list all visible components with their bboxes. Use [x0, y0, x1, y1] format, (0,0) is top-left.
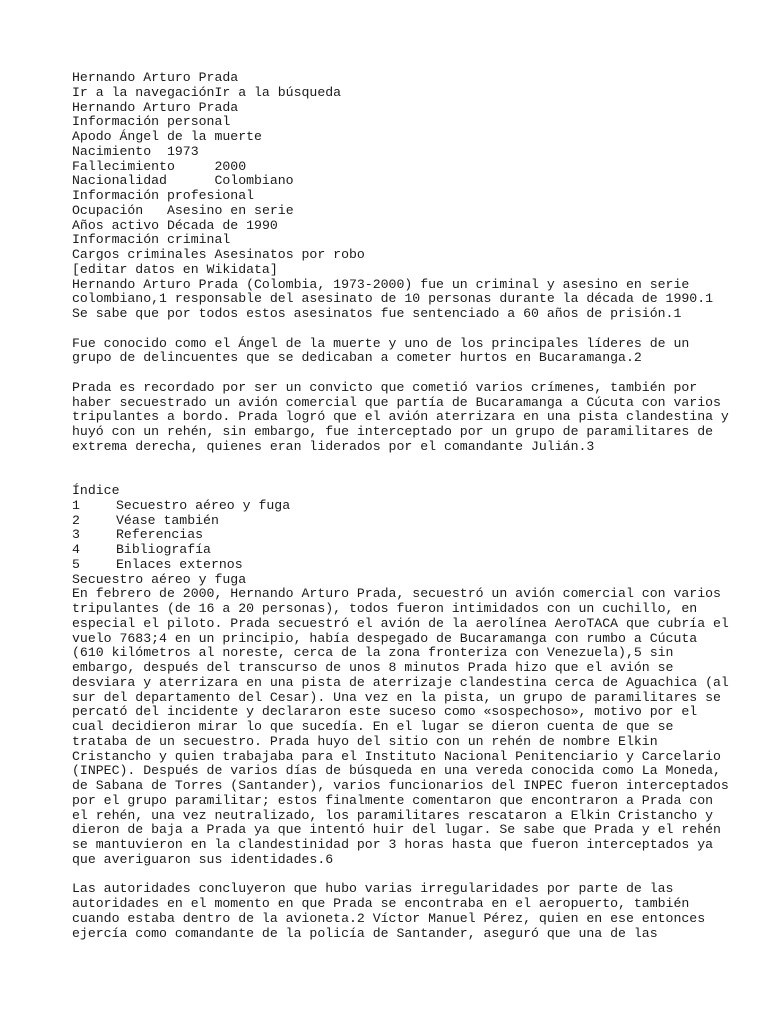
text-line: Se sabe que por todos estos asesinatos fue sentenciado a 60 años de prisión.1 [72, 306, 682, 321]
text-line: huyó con un rehén, sin embargo, fue interceptado por un grupo de paramilitares de [72, 424, 714, 439]
text-line: cuando estaba dentro de la avioneta.2 Víctor Manuel Pérez, quien en ese entonces [72, 910, 706, 926]
text-line: embargo, después del transcurso de unos 8 minutos Prada hizo que el avión se [72, 660, 674, 675]
article-title: Hernando Arturo Prada [72, 70, 239, 85]
text-line: En febrero de 2000, Hernando Arturo Prada, secuestró un avión comercial con varios [72, 586, 721, 602]
paragraph-authorities [72, 882, 712, 941]
cargos-value: Asesinatos por robo [214, 247, 365, 262]
text-line: autoridades en el momento en que Prada se encontraba en el aeropuerto, también [72, 896, 690, 911]
text-line: cual decidieron mirar lo que sucedía. En el lugar se dieron cuenta de que se [72, 719, 674, 734]
section-1-paragraph [72, 586, 729, 867]
text-line: de Sabana de Torres (Santander), varios funcionarios del INPEC fueron interceptados [72, 778, 729, 793]
toc-item-label[interactable]: Enlaces externos [116, 556, 243, 572]
nacimiento-value: 1973 [166, 143, 199, 159]
toc-item[interactable] [72, 543, 712, 558]
infobox-row-anos-activo [72, 219, 712, 234]
text-line: extrema derecha, quienes eran liderados por el comandante Julián.3 [72, 438, 595, 454]
toc-title: Índice [72, 483, 120, 498]
toc-item-number: 3 [72, 527, 80, 543]
infobox-name: Hernando Arturo Prada [72, 99, 239, 115]
apodo-value: Ángel de la muerte [119, 129, 262, 144]
fallecimiento-value: 2000 [214, 158, 247, 174]
text-line: Fue conocido como el Ángel de la muerte y uno de los principales líderes de un [72, 335, 690, 351]
toc-item-number: 4 [72, 542, 80, 557]
toc-item-label[interactable]: Secuestro aéreo y fuga [116, 497, 291, 513]
text-line: vuelo 7683;4 en un principio, había despegado de Bucaramanga con rumbo a Cúcuta [72, 630, 698, 646]
section-heading: Secuestro aéreo y fuga [72, 571, 247, 587]
nacimiento-label: Nacimiento [72, 143, 152, 159]
fallecimiento-label: Fallecimiento [72, 158, 175, 174]
anos-value: Década de 1990 [166, 217, 278, 233]
intro-paragraph [72, 278, 712, 322]
text-line: por el grupo paramilitar; estos finalmente comentaron que encontraron a Prada con [72, 792, 714, 808]
toc-item[interactable] [72, 499, 712, 514]
text-line: sur del departamento del Cesar). Una vez en la pista, un grupo de paramilitares se [72, 689, 721, 705]
infobox-section-criminal: Información criminal [72, 232, 231, 248]
infobox-row-cargos [72, 248, 712, 263]
text-line: Hernando Arturo Prada (Colombia, 1973-2000) fue un criminal y asesino en serie [72, 276, 690, 292]
text-line: (INPEC). Después de varios días de búsqueda en una vereda conocida como La Moneda, [72, 763, 721, 779]
nav-skip-links[interactable]: Ir a la navegaciónIr a la búsqueda [72, 84, 342, 100]
infobox-section-personal: Información personal [72, 114, 231, 130]
toc-item-label[interactable]: Referencias [116, 527, 204, 543]
text-line: ejercía como comandante de la policía de Santander, aseguró que una de las [72, 925, 658, 941]
text-line: trataba de un secuestro. Prada huyo del sitio con un rehén de nombre Elkin [72, 733, 658, 749]
infobox-row-fallecimiento [72, 160, 712, 175]
toc-item-label[interactable]: Bibliografía [116, 542, 211, 557]
text-line: (610 kilómetros al noreste, cerca de la zona fronteriza con Venezuela),5 sin [72, 645, 674, 661]
edit-wikidata-link[interactable]: [editar datos en Wikidata] [72, 261, 278, 277]
toc-item-number: 5 [72, 556, 80, 572]
table-of-contents [72, 484, 712, 573]
text-line: especial el piloto. Prada secuestró el avión de la aerolínea AeroTACA que cubría el [72, 615, 729, 631]
toc-item[interactable] [72, 558, 712, 573]
toc-item[interactable] [72, 528, 712, 543]
ocupacion-label: Ocupación [72, 202, 144, 218]
infobox [72, 101, 712, 278]
text-line: el rehén, una vez neutralizado, los paramilitares rescataron a Elkin Cristancho y [72, 807, 714, 823]
toc-item[interactable] [72, 514, 712, 529]
toc-item-number: 2 [72, 512, 80, 528]
text-line: Prada es recordado por ser un convicto que cometió varios crímenes, también por [72, 379, 698, 395]
nacionalidad-label: Nacionalidad [72, 173, 167, 189]
text-line: se mantuvieron en la clandestinidad por 3 horas hasta que fueron interceptados ya [72, 837, 714, 852]
text-line: dieron de baja a Prada ya que intentó huir del lugar. Se sabe que Prada y el rehén [72, 822, 721, 838]
infobox-row-nacimiento [72, 145, 712, 160]
text-line: que averiguaron sus identidades.6 [72, 851, 334, 867]
paragraph-3 [72, 379, 729, 455]
nacionalidad-value: Colombiano [214, 173, 294, 189]
text-line: Cristancho y quien trabajaba para el Instituto Nacional Penitenciario y Carcelario [72, 748, 721, 764]
text-line: tripulantes (de 16 a 20 personas), todos fueron intimidados con un cuchillo, en [72, 601, 698, 616]
apodo-label: Apodo [72, 129, 112, 144]
infobox-section-profesional: Información profesional [72, 188, 255, 203]
text-line: desviara y aterrizara en una pista de aterrizaje clandestina cerca de Aguachica (al [72, 674, 729, 690]
text-line: percató del incidente y declararon este suceso como «sospechoso», motivo por el [72, 704, 698, 720]
text-line: Las autoridades concluyeron que hubo varias irregularidades por parte de las [72, 881, 674, 897]
infobox-row-ocupacion [72, 204, 712, 219]
cargos-label: Cargos criminales [72, 247, 207, 262]
infobox-row-nacionalidad [72, 174, 712, 189]
infobox-row-apodo [72, 130, 712, 145]
ocupacion-value: Asesino en serie [166, 202, 294, 218]
text-line: haber secuestrado un avión comercial que partía de Bucaramanga a Cúcuta con varios [72, 394, 721, 410]
text-line: grupo de delincuentes que se dedicaban a cometer hurtos en Bucaramanga.2 [72, 350, 642, 366]
toc-item-label[interactable]: Véase también [116, 512, 219, 528]
document-page [72, 70, 729, 941]
anos-label: Años activo [72, 217, 160, 233]
paragraph-2 [72, 337, 712, 367]
text-line: colombiano,1 responsable del asesinato de 10 personas durante la década de 1990.1 [72, 291, 714, 307]
text-line: tripulantes a bordo. Prada logró que el avión aterrizara en una pista clandestina y [72, 409, 729, 425]
toc-item-number: 1 [72, 497, 80, 513]
